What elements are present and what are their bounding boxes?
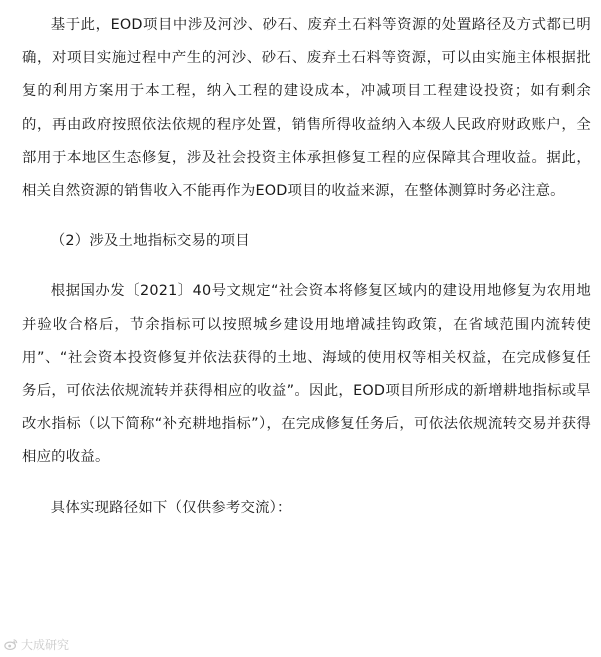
watermark — [4, 634, 69, 654]
document-body — [22, 0, 591, 525]
paragraph-implementation-path: 具体实现路径如下（仅供参考交流）： — [50, 499, 292, 516]
paragraph-resource-disposal: 基于此，EOD项目中涉及河沙、砂石、废弃土石料等资源的处置路径及方式都已明确，对项目实施过程中产生的河沙、砂石、废弃土石料等资源，可以由实施主体根据批复的利用方案用于本工程，纳入工程的建设成本，冲减项目工程建设投资；如有剩余的，再由政府按照依法依规的程序处置，销售所得收益纳入本级人民政府财政账户，全部用于本地区生态修复，涉及社会投资主体承担修复工程的应保障其合理收益。据此，相关自然资源的销售收入不能再作为EOD项目的收益来源，在整体测算时务必注意。 — [22, 17, 591, 200]
weibo-logo-icon — [4, 637, 18, 651]
paragraph-land-indicator-policy: 根据国办发〔2021〕40号文规定“社会资本将修复区域内的建设用地修复为农用地并验收合格后，节余指标可以按照城乡建设用地增减挂钩政策，在省域范围内流转使用”、“社会资本投资修复并依法获得的土地、海域的使用权等相关权益，在完成修复任务后，可依法依规流转并获得相应的收益”。因此，EOD项目所形成的新增耕地指标或旱改水指标（以下简称“补充耕地指标”），在完成修复任务后，可依法依规流转交易并获得相应的收益。 — [22, 283, 591, 466]
watermark-text: 大成研究 — [21, 637, 70, 652]
section-heading-land-indicator: （2）涉及土地指标交易的项目 — [50, 233, 250, 250]
